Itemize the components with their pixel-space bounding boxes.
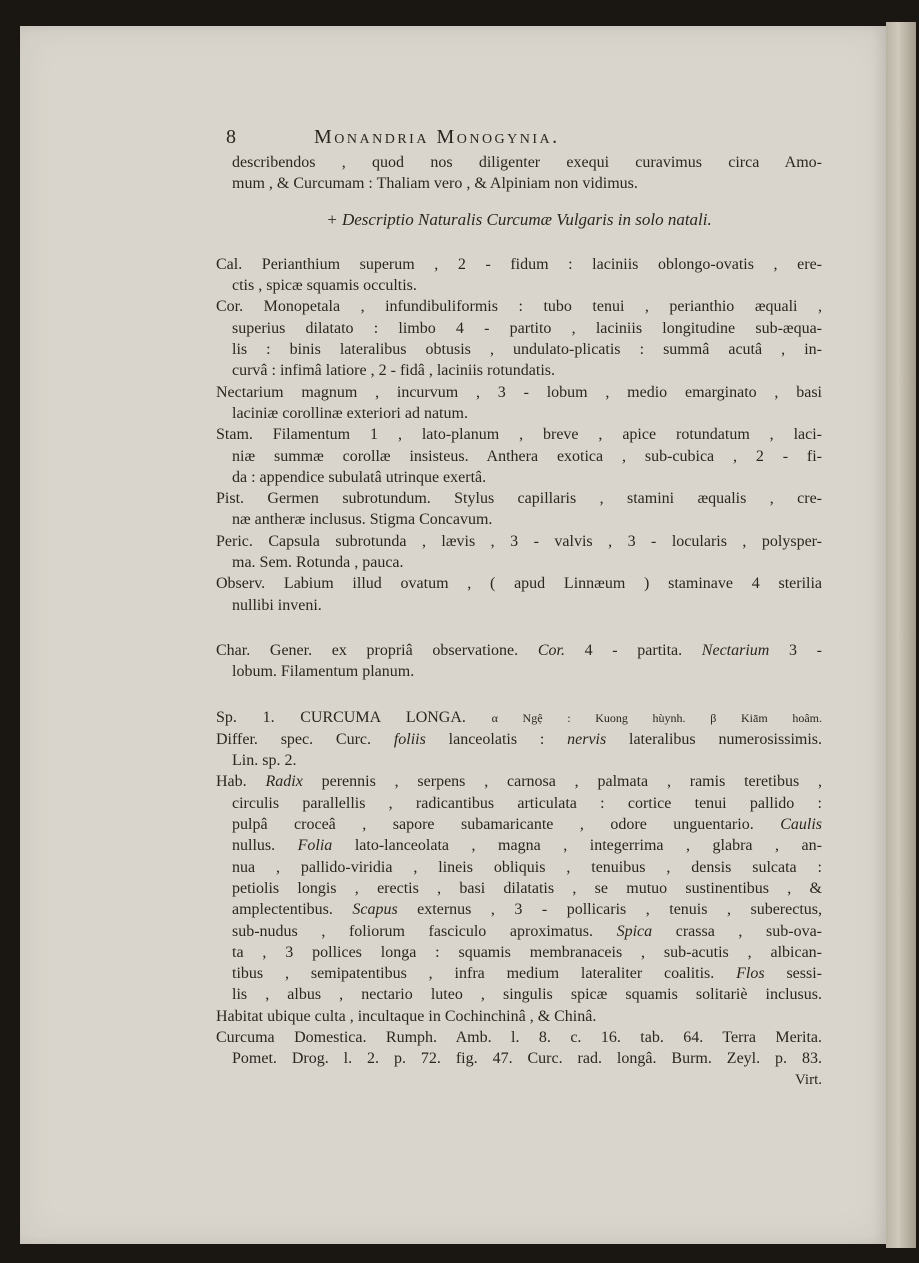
text-line: sub-nudus , foliorum fasciculo aproximatus. Spica crassa , sub-ova- — [232, 922, 822, 940]
section-heading: + Descriptio Naturalis Curcumæ Vulgaris in solo natali. — [326, 209, 712, 229]
text-line: laciniæ corollinæ exteriori ad natum. — [232, 404, 468, 422]
text-line: petiolis longis , erectis , basi dilatatis , se mutuo sustinentibus , & — [232, 879, 822, 897]
text-line: Curcuma Domestica. Rumph. Amb. l. 8. c. 16. tab. 64. Terra Merita. — [216, 1028, 822, 1046]
text-line: Peric. Capsula subrotunda , lævis , 3 - valvis , 3 - locularis , polysper- — [216, 532, 822, 550]
text-line: Habitat ubique culta , incultaque in Cochinchinâ , & Chinâ. — [216, 1007, 597, 1025]
book-page-edges — [886, 22, 916, 1248]
text-line: nullibi inveni. — [232, 596, 322, 614]
character-line: Char. Gener. ex propriâ observatione. Cor. 4 - partita. Nectarium 3 - — [216, 641, 823, 659]
catchword: Virt. — [794, 1071, 822, 1088]
text-line: næ antheræ inclusus. Stigma Concavum. — [232, 511, 493, 529]
text-line: tibus , semipatentibus , infra medium lateraliter coalitis. Flos sessi- — [232, 965, 822, 983]
text-line: amplectentibus. Scapus externus , 3 - pollicaris , tenuis , suberectus, — [232, 901, 822, 919]
page-content — [216, 126, 822, 1091]
text-line: ctis , spicæ squamis occultis. — [232, 277, 417, 295]
text-line: nullus. Folia lato-lanceolata , magna , integerrima , glabra , an- — [232, 837, 822, 855]
running-title: Monandria Monogynia. — [314, 126, 560, 148]
text-line: describendos , quod nos diligenter exequi curavimus circa Amo- — [232, 154, 822, 171]
text-line: Hab. Radix perennis , serpens , carnosa , palmata , ramis teretibus , — [216, 773, 823, 791]
text-line: mum , & Curcumam : Thaliam vero , & Alpiniam non vidimus. — [232, 175, 638, 193]
text-line: Pist. Germen subrotundum. Stylus capillaris , stamini æqualis , cre- — [216, 490, 822, 508]
text-line: Cal. Perianthium superum , 2 - fidum : laciniis oblongo-ovatis , ere- — [216, 255, 822, 273]
text-line: lis : binis lateralibus obtusis , undulato-plicatis : summâ acutâ , in- — [232, 341, 822, 359]
running-head — [216, 126, 822, 152]
text-line: Observ. Labium illud ovatum , ( apud Linnæum ) staminave 4 sterilia — [216, 575, 822, 593]
text-line: da : appendice subulatâ utrinque exertâ. — [232, 468, 487, 486]
text-line: Stam. Filamentum 1 , lato-planum , breve , apice rotundatum , laci- — [216, 426, 822, 444]
text-line: niæ summæ corollæ insisteus. Anthera exotica , sub-cubica , 2 - fi- — [232, 447, 822, 465]
species-heading: Sp. 1. CURCUMA LONGA. α Ngệ : Kuong hùynh. β Kiām hoâm. — [216, 708, 822, 726]
text-line: circulis parallellis , radicantibus articulata : cortice tenui pallido : — [232, 794, 822, 812]
text-line: lobum. Filamentum planum. — [232, 663, 415, 681]
text-line: ma. Sem. Rotunda , pauca. — [232, 554, 404, 572]
text-line: lis , albus , nectario luteo , singulis spicæ squamis solitariè inclusus. — [232, 986, 822, 1004]
text-line: pulpâ croceâ , sapore subamaricante , odore unguentario. Caulis — [232, 816, 822, 834]
text-line: Differ. spec. Curc. foliis lanceolatis : nervis lateralibus numerosissimis. — [216, 730, 823, 748]
text-line: curvâ : infimâ latiore , 2 - fidâ , laciniis rotundatis. — [232, 362, 556, 380]
text-line: superius dilatato : limbo 4 - partito , laciniis longitudine sub-æqua- — [232, 319, 822, 337]
text-line: nua , pallido-viridia , lineis obliquis , tenuibus , densis sulcata : — [232, 858, 822, 876]
text-line: Pomet. Drog. l. 2. p. 72. fig. 47. Curc. rad. longâ. Burm. Zeyl. p. 83. — [232, 1050, 822, 1068]
page-number: 8 — [226, 126, 239, 148]
text-line: ta , 3 pollices longa : squamis membranaceis , sub-acutis , albican- — [232, 943, 822, 961]
text-line: Nectarium magnum , incurvum , 3 - lobum , medio emarginato , basi — [216, 383, 822, 401]
text-line: Cor. Monopetala , infundibuliformis : tubo tenui , perianthio æquali , — [216, 298, 822, 316]
text-line: Lin. sp. 2. — [232, 752, 297, 770]
